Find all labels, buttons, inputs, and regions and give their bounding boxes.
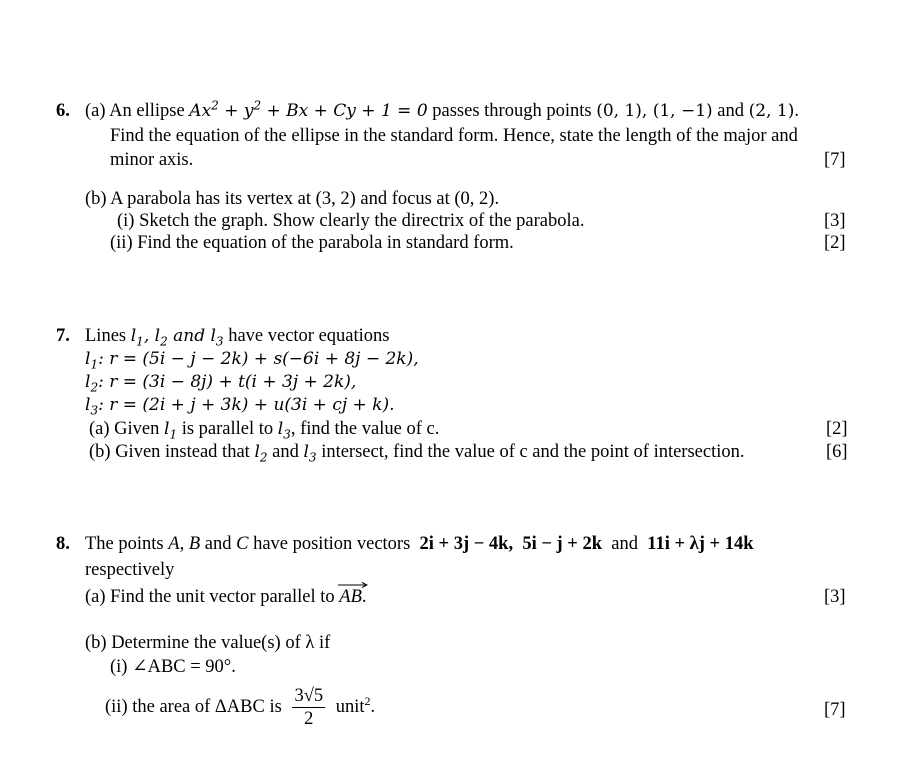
q8b-ii-mark: [7]	[824, 700, 846, 720]
vector-ab-arrow: AB	[339, 586, 362, 608]
q6b-ii: (ii) Find the equation of the parabola in standard form.	[110, 233, 514, 253]
q7b-mark: [6]	[826, 442, 848, 462]
q6a-line3: minor axis.	[110, 150, 194, 170]
q6a-mid-text: passes through points	[432, 101, 592, 121]
q6a-line2: Find the equation of the ellipse in the standard form. Hence, state the length of the major and	[110, 126, 798, 146]
q6a-equation: $Ax^2 + y^2 + Bx + Cy + 1 = 0$	[189, 98, 428, 121]
q7-l3-equation: $l_3$: r = (2i + j + 3k) + u(3i + cj + k).	[85, 395, 395, 418]
q6a-line1: (a) An ellipse $Ax^2 + y^2 + Bx + Cy + 1 = 0$ passes through points (0, 1), (1, −1) and (2, 1).	[85, 98, 799, 121]
q6a-and: and	[717, 101, 745, 121]
q7a-mark: [2]	[826, 419, 848, 439]
q6a-label: (a) An ellipse	[85, 101, 185, 121]
q8a-mark: [3]	[824, 587, 846, 607]
q8-line1: The points A, B and C have position vectors 2i + 3j − 4k, 5i − j + 2k and 11i + λj + 14k	[85, 534, 754, 554]
q6a-point3: (2, 1)	[748, 101, 795, 121]
fraction-3root5-over-2: $\frac{3√5}{2}$	[294, 686, 324, 729]
q6-number: 6.	[56, 101, 70, 121]
q7-intro-pre: Lines	[85, 326, 127, 346]
q8b-i: (i) ∠ABC = 90°.	[110, 657, 236, 677]
q7-intro-post: have vector equations	[228, 326, 390, 346]
q6b-i: (i) Sketch the graph. Show clearly the directrix of the parabola.	[117, 211, 585, 231]
q8b-ii: (ii) the area of ΔABC is $\frac{3√5}{2}$ unit$^2$.	[105, 686, 376, 729]
q6a-mark: [7]	[824, 150, 846, 170]
q8-vector-a: 2i + 3j − 4k,	[419, 534, 514, 554]
q8-vector-b: 5i − j + 2k	[522, 534, 603, 554]
q6b-line1: (b) A parabola has its vertex at (3, 2) and focus at (0, 2).	[85, 189, 500, 209]
q6b-i-mark: [3]	[824, 211, 846, 231]
q8-number: 8.	[56, 534, 70, 554]
q8-line2: respectively	[85, 560, 175, 580]
q7a-line: (a) Given $l_1$ is parallel to $l_3$, find the value of c.	[89, 419, 440, 442]
q7-number: 7.	[56, 326, 70, 346]
q7-intro	[85, 325, 389, 347]
q7-l2-equation: $l_2$: r = (3i − 8j) + t(i + 3j + 2k),	[85, 372, 357, 395]
q7-lines-list: $l_1$, $l_2$ and $l_3$	[130, 326, 224, 349]
q7b-line: (b) Given instead that $l_2$ and $l_3$ intersect, find the value of c and the point of intersection.	[89, 442, 745, 465]
q6b-ii-mark: [2]	[824, 233, 846, 253]
q7-l1-equation: $l_1$: r = (5i − j − 2k) + s(−6i + 8j − 2k),	[85, 349, 419, 372]
q8a-line: (a) Find the unit vector parallel to AB .	[85, 586, 367, 608]
q8b-line: (b) Determine the value(s) of λ if	[85, 633, 331, 653]
q6a-points: (0, 1), (1, −1)	[596, 101, 713, 121]
q8-vector-c: 11i + λj + 14k	[647, 534, 754, 554]
